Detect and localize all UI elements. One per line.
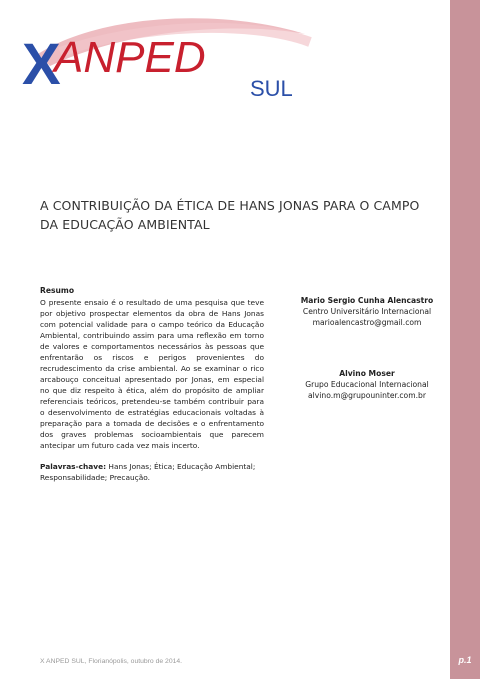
logo-main: ANPED	[54, 33, 206, 82]
keywords	[40, 461, 264, 483]
logo-sub: SUL	[250, 76, 293, 101]
author-block	[292, 295, 442, 328]
author-institution: Grupo Educacional Internacional	[305, 380, 429, 389]
page-number: p.1	[458, 655, 472, 665]
logo-graphic	[20, 14, 320, 104]
anped-sul-logo	[20, 14, 320, 104]
paper-title: A CONTRIBUIÇÃO DA ÉTICA DE HANS JONAS PARA O CAMPO DA EDUCAÇÃO AMBIENTAL	[40, 198, 420, 232]
logo-prefix: X	[22, 32, 61, 97]
keywords-text: Hans Jonas; Ética; Educação Ambiental; Responsabilidade; Precaução.	[40, 462, 256, 482]
abstract-heading: Resumo	[40, 286, 75, 295]
author-name: Mario Sergio Cunha Alencastro	[300, 296, 434, 305]
author-institution: Centro Universitário Internacional	[302, 307, 432, 316]
author-name: Alvino Moser	[339, 369, 395, 378]
author-email: alvino.m@grupouninter.com.br	[308, 391, 426, 400]
keywords-label: Palavras-chave:	[40, 462, 107, 471]
abstract-body: O presente ensaio é o resultado de uma pesquisa que teve por objetivo prospectar elementos da obra de Hans Jonas com potencial validade para o campo teórico da Educação Ambiental, contribuindo assim para uma reflexão em torno de valores e comportamentos necessários às pessoas que enfrentarão os riscos e perigos provenientes do recrudescimento da crise ambiental. Ao se examinar o rico arcabouço conceitual apresentado por Jonas, em especial no que diz respeito à ética, além do propósito de ampliar referenciais teóricos, pretendeu-se também contribuir para o desenvolvimento de estratégias educacionais voltadas à preparação para a tomada de decisões e o enfrentamento dos graves problemas socioambientais que parecem antecipar um futuro cada vez mais incerto.	[40, 298, 264, 450]
abstract-section	[40, 285, 264, 483]
author-email: marioalencastro@gmail.com	[312, 318, 422, 327]
author-block	[292, 368, 442, 401]
authors-section	[292, 295, 442, 441]
page-side-bar	[450, 0, 480, 679]
page-footer: X ANPED SUL, Florianópolis, outubro de 2014.	[40, 658, 183, 665]
